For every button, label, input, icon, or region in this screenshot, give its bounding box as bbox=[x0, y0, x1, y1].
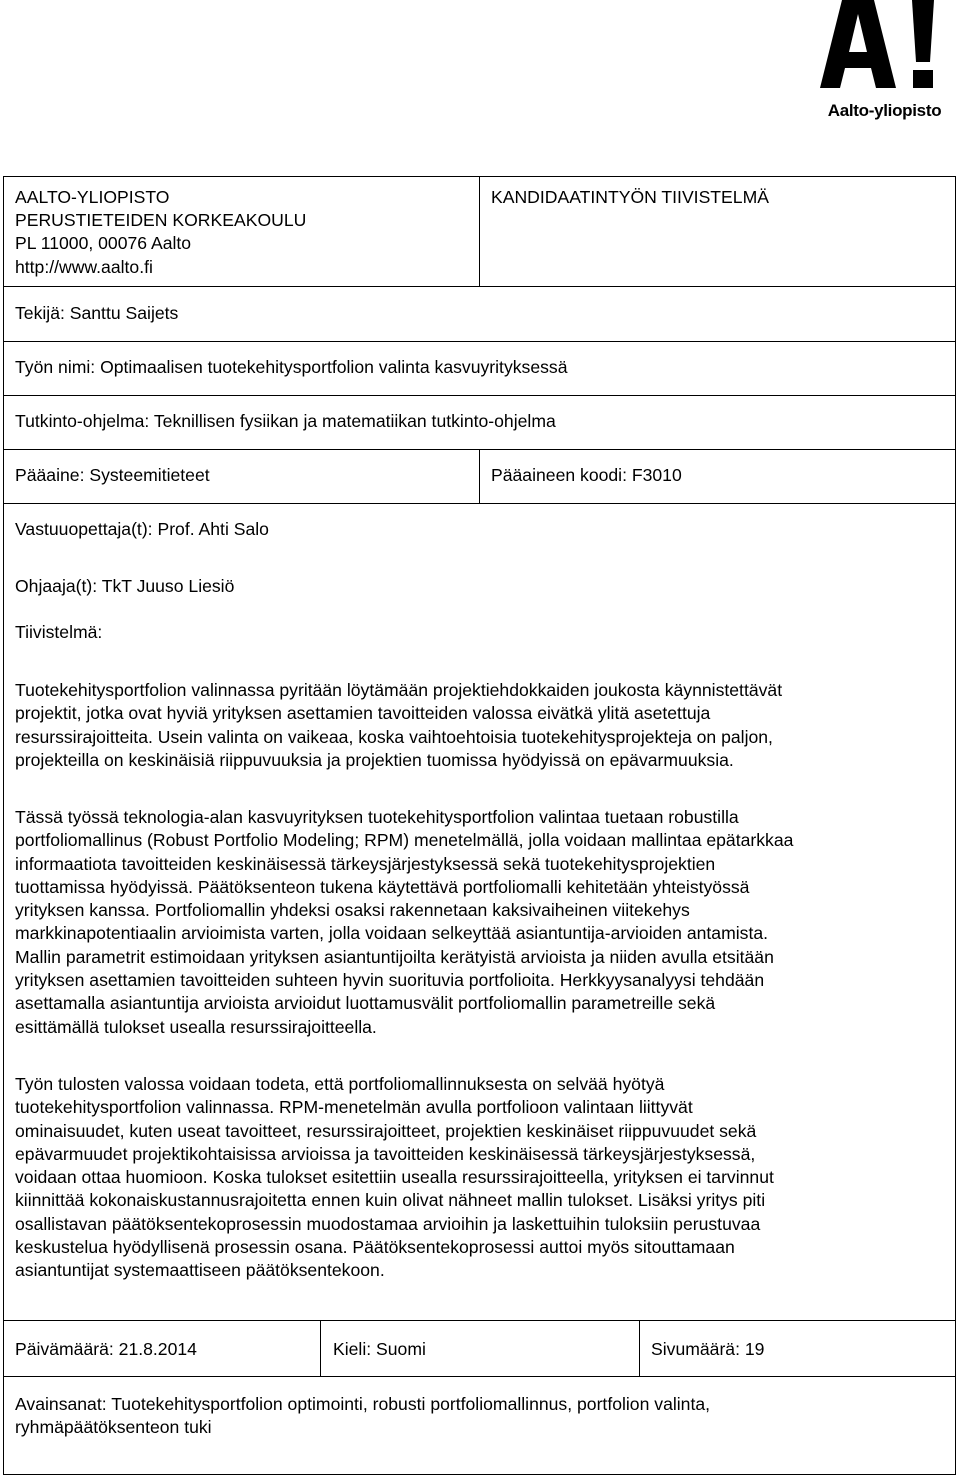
column-divider bbox=[479, 176, 480, 286]
abstract-paragraph-2 bbox=[15, 806, 945, 1039]
abstract-line: tuottamissa hyödyissä. Päätöksenteon tukena käytettävä portfoliomalli kehitetään yhteistyössä bbox=[15, 876, 750, 897]
abstract-line: portfoliomallinus (Robust Portfolio Modeling; RPM) menetelmällä, jolla voidaan mallintaa epätarkkaa bbox=[15, 830, 794, 851]
abstract-paragraph-1 bbox=[15, 679, 945, 772]
divider bbox=[3, 503, 956, 504]
abstract-line: markkinapotentiaalin arvioimista varten, jolla voidaan selkeyttää asiantuntija-arvioiden antamista. bbox=[15, 923, 769, 944]
programme-field: Tutkinto-ohjelma: Teknillisen fysiikan ja matematiikan tutkinto-ohjelma bbox=[15, 411, 556, 431]
abstract-line: informaatiota tavoitteiden keskinäisessä tärkeysjärjestyksessä sekä tuotekehitysprojektien bbox=[15, 853, 716, 874]
column-divider bbox=[639, 1320, 640, 1376]
responsible-teacher-field: Vastuuopettaja(t): Prof. Ahti Salo bbox=[15, 519, 269, 539]
keywords-line: Avainsanat: Tuotekehitysportfolion optimointi, robusti portfoliomallinnus, portfolion valinta, bbox=[15, 1394, 711, 1414]
abstract-line: osallistavan päätöksentekoprosessin muodostamaa arvioihin ja laskettuihin tuloksiin perustuvaa bbox=[15, 1213, 761, 1234]
major-field: Pääaine: Systeemitieteet bbox=[15, 465, 210, 485]
divider bbox=[3, 1320, 956, 1321]
thesis-title-field: Työn nimi: Optimaalisen tuotekehitysportfolion valinta kasvuyrityksessä bbox=[15, 357, 568, 377]
abstract-line: Tuotekehitysportfolion valinnassa pyritään löytämään projektiehdokkaiden joukosta käynnistettävät bbox=[15, 680, 783, 700]
language-field: Kieli: Suomi bbox=[333, 1339, 426, 1359]
divider bbox=[3, 286, 956, 287]
abstract-line: projekteilla on keskinäisiä riippuvuuksia ja projektien tuomissa hyödyissä on epävarmuuksia. bbox=[15, 749, 734, 770]
keywords-line: ryhmäpäätöksenteon tuki bbox=[15, 1417, 212, 1437]
supervisor-field: Ohjaaja(t): TkT Juuso Liesiö bbox=[15, 576, 235, 596]
divider bbox=[3, 1376, 956, 1377]
divider bbox=[3, 395, 956, 396]
abstract-line: Mallin parametrit estimoidaan yrityksen asiantuntijoilta kerätyistä arvioista ja niiden avulla etsitään bbox=[15, 946, 774, 967]
abstract-line: Työn tulosten valossa voidaan todeta, että portfoliomallinnuksesta on selvää hyötyä bbox=[15, 1074, 665, 1094]
abstract-line: resurssirajoitteita. Usein valinta on vaikeaa, koska vaihtoehtoisia tuotekehitysprojekteja on paljon, bbox=[15, 726, 773, 747]
document-type: KANDIDAATINTYÖN TIIVISTELMÄ bbox=[491, 187, 769, 207]
university-name: AALTO-YLIOPISTO bbox=[15, 187, 170, 207]
aalto-logo-mark bbox=[812, 0, 957, 100]
column-divider bbox=[479, 449, 480, 503]
abstract-line: epävarmuudet projektikohtaisissa arvioissa ja tavoitteiden keskinäisessä tärkeysjärjestyksessä, bbox=[15, 1143, 756, 1164]
school-name: PERUSTIETEIDEN KORKEAKOULU bbox=[15, 210, 307, 230]
abstract-line: voidaan ottaa huomioon. Koska tulokset esitettiin usealla resurssirajoitteella, yrityksen ei tarvinnut bbox=[15, 1167, 774, 1188]
major-code-field: Pääaineen koodi: F3010 bbox=[491, 465, 682, 485]
abstract-line: asiantuntijat systemaattiseen päätöksentekoon. bbox=[15, 1260, 385, 1281]
abstract-line: projektit, jotka ovat hyviä yrityksen asettamien tavoitteiden valossa eivätkä ylitä asetettuja bbox=[15, 703, 711, 724]
abstract-line: yrityksen kanssa. Portfoliomallin yhdeksi osaksi rakennetaan kaksivaiheinen viitekehys bbox=[15, 900, 690, 921]
abstract-line: tuotekehitysportfolion valinnassa. RPM-menetelmän avulla portfolioon valintaan liittyvät bbox=[15, 1097, 693, 1118]
postal-address: PL 11000, 00076 Aalto bbox=[15, 233, 192, 253]
page-count-field: Sivumäärä: 19 bbox=[651, 1339, 765, 1359]
divider bbox=[3, 341, 956, 342]
abstract-line: keskustelua hyödyllisenä prosessin osana. Päätöksentekoprosessi auttoi myös sitouttamaan bbox=[15, 1237, 735, 1258]
abstract-line: ominaisuudet, kuten useat tavoitteet, resurssirajoitteet, projektien keskinäiset riippuvuudet sekä bbox=[15, 1120, 757, 1141]
author-field: Tekijä: Santtu Saijets bbox=[15, 303, 179, 323]
abstract-label: Tiivistelmä: bbox=[15, 622, 103, 642]
abstract-line: Tässä työssä teknologia-alan kasvuyrityksen tuotekehitysportfolion valintaa tuetaan robustilla bbox=[15, 807, 739, 827]
website-link[interactable]: http://www.aalto.fi bbox=[15, 257, 153, 277]
date-field: Päivämäärä: 21.8.2014 bbox=[15, 1339, 197, 1359]
abstract-paragraph-3 bbox=[15, 1073, 945, 1283]
abstract-line: yrityksen asettamien tavoitteiden suhteen hyvin suorituvia portfolioita. Herkkyysanalyysi tehdään bbox=[15, 970, 765, 991]
abstract-line: esittämällä tulokset usealla resurssirajoitteella. bbox=[15, 1016, 377, 1037]
column-divider bbox=[320, 1320, 321, 1376]
abstract-line: kiinnittää kokonaiskustannusrajoitetta ennen kuin olivat nähneet mallin tulokset. Lisäksi yritys piti bbox=[15, 1190, 766, 1211]
abstract-line: asettamalla asiantuntija arvioista arvioidut luottamusvälit portfoliomallin parametreille sekä bbox=[15, 993, 716, 1014]
logo-wordmark: Aalto-yliopisto bbox=[827, 101, 942, 120]
